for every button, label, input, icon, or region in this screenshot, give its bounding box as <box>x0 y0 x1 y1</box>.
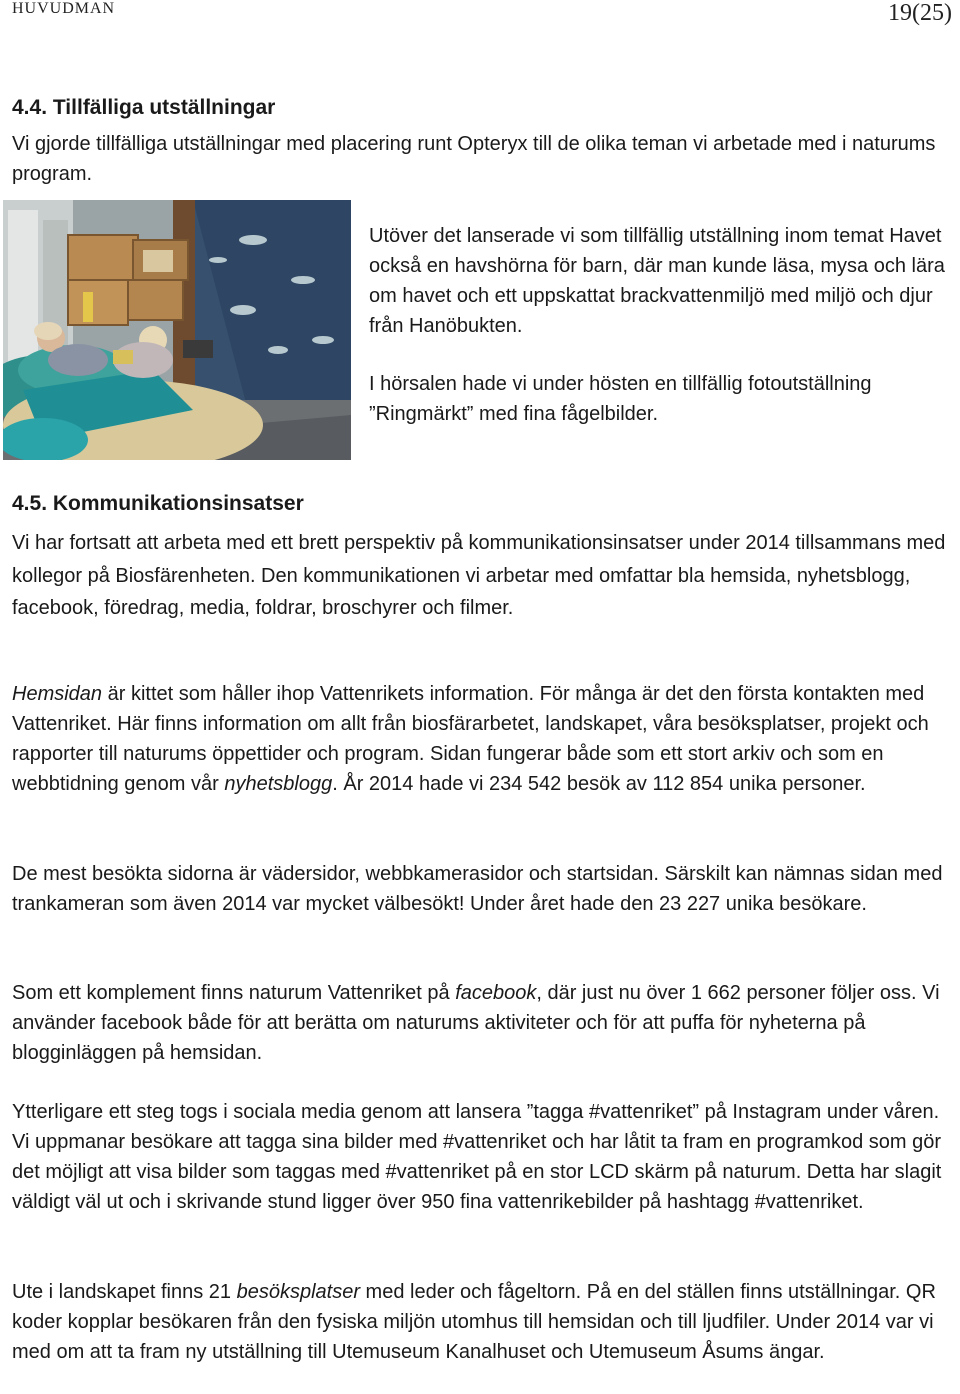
paragraph-besoksplatser: Ute i landskapet finns 21 besöksplatser med leder och fågeltorn. På en del ställen finns utställningar. QR koder kopplar besökaren från den fysiska miljön utomhus till hemsidan och till ljudfiler. Under 2014 var vi med om att ta fram ny utställning till Utemuseum Kanalhuset och Utemuseum Åsums ängar. <box>12 1281 936 1363</box>
paragraph-hemsidan: Hemsidan är kittet som håller ihop Vattenrikets information. För många är det den första kontakten med Vattenriket. Här finns information om allt från biosfärarbetet, landskapet, våra besöksplatser, projekt och rapporter till naturums öppettider och program. Sidan fungerar både som ett stort arkiv och som en webbtidning genom vår nyhetsblogg. År 2014 hade vi 234 542 besök av 112 854 unika personer. <box>12 683 929 795</box>
facebook-term: facebook <box>455 982 537 1004</box>
paragraph-facebook: Som ett komplement finns naturum Vattenriket på facebook, där just nu över 1 662 personer följer oss. Vi använder facebook både för att berätta om naturums aktiviteter och för att puffa för nyheterna på blogginläggen på hemsidan. <box>12 982 940 1064</box>
hemsidan-term: Hemsidan <box>12 683 103 705</box>
section-heading-4-5: 4.5. Kommunikationsinsatser <box>12 492 304 515</box>
havshorna-photo <box>3 200 351 460</box>
section-heading-4-4: 4.4. Tillfälliga utställningar <box>12 96 276 119</box>
header-left-label: HUVUDMAN <box>12 0 116 17</box>
page-number: 19(25) <box>888 0 952 26</box>
paragraph-kommunikation: Vi har fortsatt att arbeta med ett brett perspektiv på kommunikationsinsatser under 2014 tillsammans med kollegor på Biosfärenheten. Den kommunikationen vi arbetar med omfattar bla hemsida, nyhetsblogg, facebook, föredrag, media, foldrar, broschyrer och filmer. <box>12 532 946 619</box>
paragraph-intro: Vi gjorde tillfälliga utställningar med placering runt Opteryx till de olika teman vi arbetade med i naturums program. <box>12 133 936 185</box>
paragraph-mest-besokta: De mest besökta sidorna är vädersidor, webbkamerasidor och startsidan. Särskilt kan nämnas sidan med trankameran som även 2014 var mycket välbesökt! Under året hade den 23 227 unika besökare. <box>12 863 943 915</box>
paragraph-instagram: Ytterligare ett steg togs i sociala media genom att lansera ”tagga #vattenriket” på Instagram under våren. Vi uppmanar besökare att tagga sina bilder med #vattenriket och har låtit ta fram en programkod som gör det möjligt att visa bilder som taggas med #vattenriket på en stor LCD skärm på naturum. Detta har slagit väldigt väl ut och i skrivande stund ligger över 950 fina vattenrikebilder på hashtagg #vattenriket. <box>12 1101 942 1213</box>
besoksplatser-term: besöksplatser <box>236 1281 360 1303</box>
nyhetsblogg-term: nyhetsblogg <box>224 773 333 795</box>
paragraph-fotoutstallning: I hörsalen hade vi under hösten en tillfällig fotoutställning ”Ringmärkt” med fina fågelbilder. <box>369 373 872 425</box>
paragraph-havshorna: Utöver det lanserade vi som tillfällig utställning inom temat Havet också en havshörna för barn, där man kunde läsa, mysa och lära om havet och ett uppskattat brackvattenmiljö med miljö och djur från Hanöbukten. <box>369 225 945 337</box>
